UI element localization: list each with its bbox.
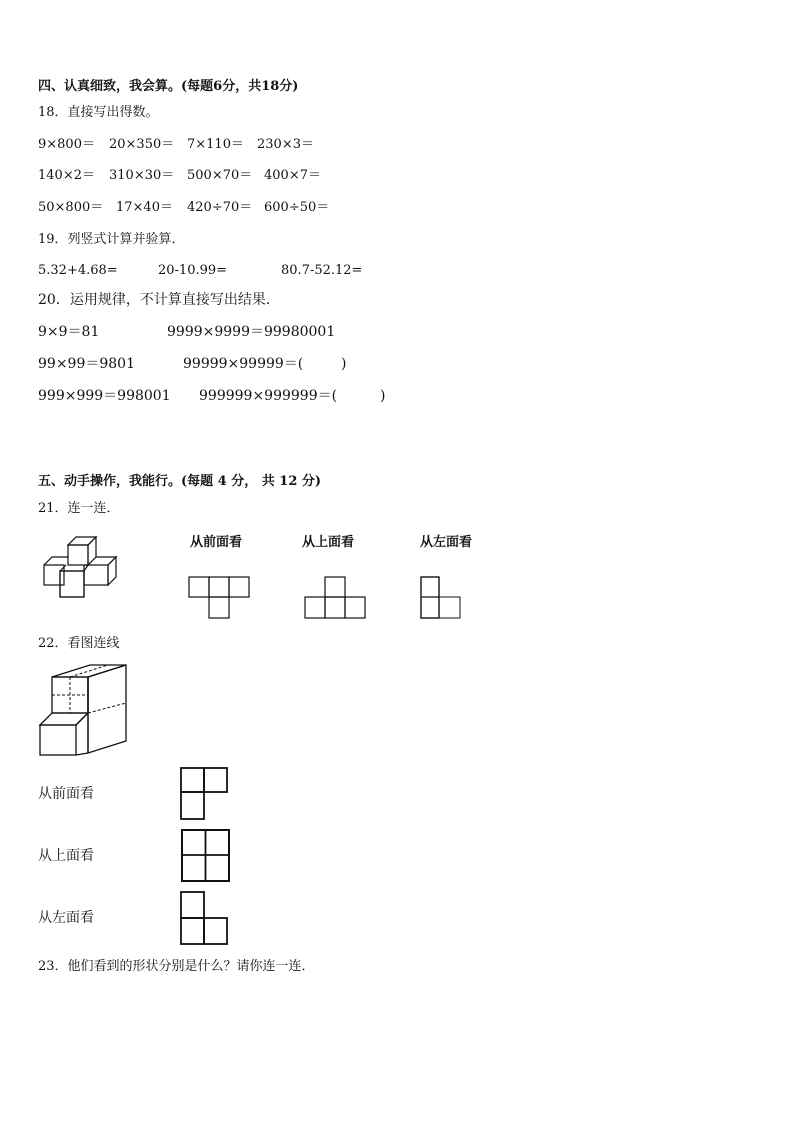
pattern-example: 999×999＝998001: [38, 388, 171, 404]
calc-item: 20×350＝: [109, 137, 175, 152]
solid-figure: [38, 663, 130, 759]
q22-view-label-left: 从左面看: [38, 910, 94, 926]
calc-item: 500×70＝: [187, 168, 253, 183]
question-22-title: 22．看图连线: [38, 636, 120, 651]
vertical-calc-item: 20-10.99=: [158, 263, 228, 278]
pattern-blank: 999999×999999＝(: [199, 388, 338, 404]
pattern-blank: 99999×99999＝(: [183, 356, 304, 372]
question-23-title: 23．他们看到的形状分别是什么？请你连一连．: [38, 959, 315, 974]
pattern-example: 9999×9999＝99980001: [167, 324, 336, 340]
calc-item: 9×800＝: [38, 137, 95, 152]
section-5-heading: 五、动手操作，我能行。(每题 4 分， 共 12 分): [38, 474, 322, 489]
calc-item: 400×7＝: [264, 168, 321, 183]
calc-item: 7×110＝: [187, 137, 244, 152]
pattern-blank-close: ): [341, 356, 347, 372]
pattern-example: 99×99＝9801: [38, 356, 135, 372]
question-20-title: 20．运用规律，不计算直接写出结果．: [38, 292, 280, 308]
calc-item: 310×30＝: [109, 168, 175, 183]
calc-item: 140×2＝: [38, 168, 95, 183]
question-19-title: 19．列竖式计算并验算．: [38, 232, 185, 247]
view-label-front: 从前面看: [190, 535, 243, 550]
question-18-title: 18．直接写出得数。: [38, 105, 159, 120]
calc-item: 600÷50＝: [264, 200, 330, 215]
front-view-shape: [188, 576, 250, 620]
calc-item: 50×800＝: [38, 200, 104, 215]
calc-item: 17×40＝: [116, 200, 173, 215]
top-view-shape: [304, 576, 366, 620]
q22-view-label-front: 从前面看: [38, 786, 94, 802]
pattern-example: 9×9＝81: [38, 324, 100, 340]
question-21-title: 21．连一连．: [38, 501, 120, 516]
section-4-heading: 四、认真细致，我会算。(每题6分，共18分): [38, 79, 299, 94]
calc-item: 420÷70＝: [187, 200, 253, 215]
left-view-shape: [420, 576, 464, 620]
view-label-left: 从左面看: [420, 535, 473, 550]
calc-item: 230×3＝: [257, 137, 314, 152]
q22-shape-b: [180, 828, 232, 884]
q22-shape-c: [180, 891, 230, 947]
vertical-calc-item: 5.32+4.68=: [38, 263, 118, 278]
q22-view-label-top: 从上面看: [38, 848, 94, 864]
cube-assembly-figure: [40, 533, 136, 599]
view-label-top: 从上面看: [302, 535, 355, 550]
vertical-calc-item: 80.7-52.12=: [281, 263, 363, 278]
pattern-blank-close: ): [380, 388, 386, 404]
q22-shape-a: [180, 767, 230, 821]
